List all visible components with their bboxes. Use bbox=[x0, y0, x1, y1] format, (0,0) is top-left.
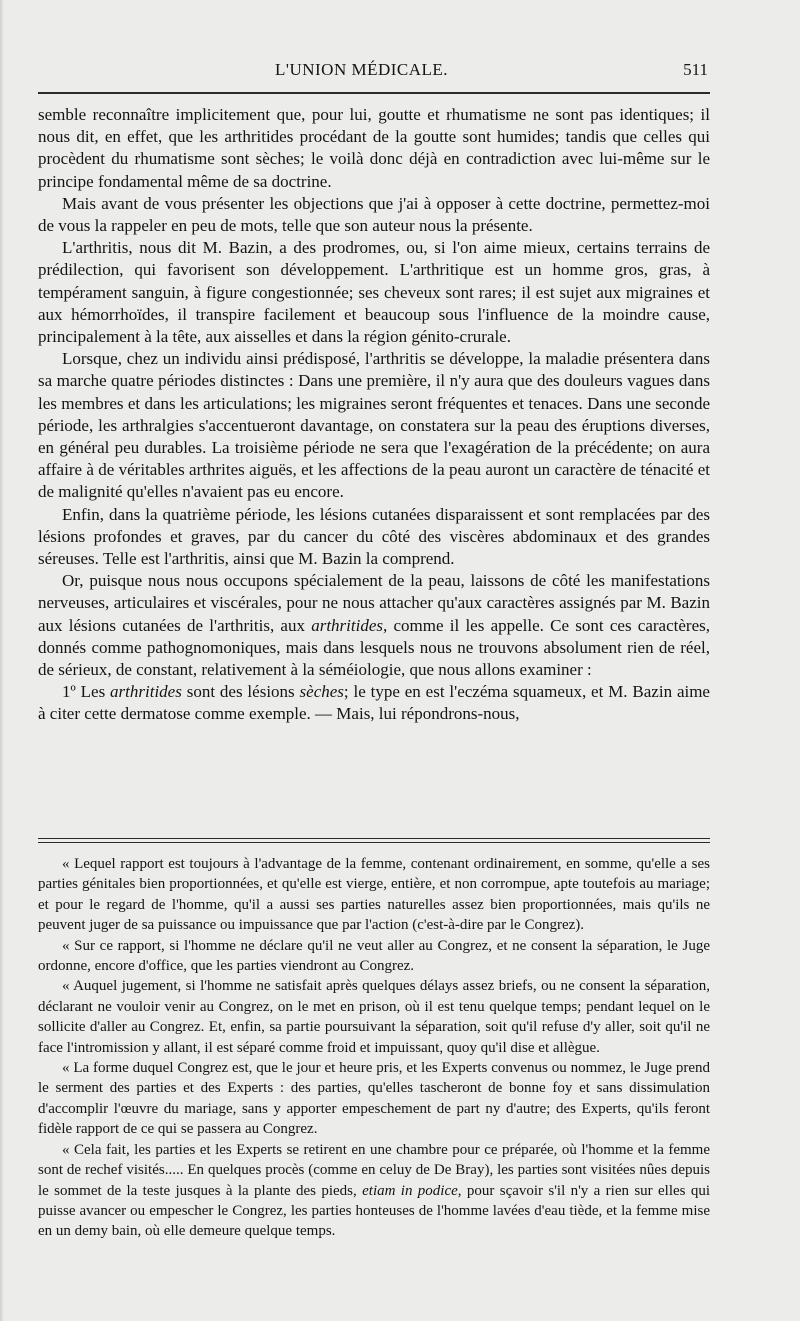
text-run: ; le type en est l'eczéma squameux, et M. Bazin aime à citer cette dermatose comme exemple. — Mais, lui répondrons-nous, bbox=[38, 682, 710, 724]
paragraph: Enfin, dans la quatrième période, les lésions cutanées disparaissent et sont remplacées par des lésions profondes et graves, par du cancer du côté des viscères abdominaux et des grandes séreuses. Telle est l'arthritis, ainsi que M. Bazin la comprend. bbox=[38, 504, 710, 569]
text-run: , comme il les appelle. Ce sont ces caractères, donnés comme pathognomoniques, mais dans lesquels nous ne trouvons absolument rien de réel, de sérieux, de constant, relativement à la séméiologie, que nous allons examiner : bbox=[38, 615, 710, 680]
footnote-paragraph: « Lequel rapport est toujours à l'advantage de la femme, contenant ordinairement, en somme, qu'elle a ses parties génitales bien proportionnées, et qu'elle est vierge, entière, et non corrompue, apte toutefois au mariage; et pour le regard de l'homme, qu'il a aussi ses parties naturelles assez bien proportionnées, mais qu'ils ne peuvent juger de sa puissance ou impuissance que par l'action (c'est-à-dire par le Congrez). bbox=[38, 856, 710, 934]
footnote-rule bbox=[38, 838, 710, 843]
main-text bbox=[38, 104, 710, 726]
running-title: L'UNION MÉDICALE. bbox=[275, 60, 449, 79]
paragraph: Lorsque, chez un individu ainsi prédisposé, l'arthritis se développe, la maladie présentera dans sa marche quatre périodes distinctes : Dans une première, il n'y aura que des douleurs vagues dans les membres et dans les articulations; les migraines seront fréquentes et tenaces. Dans une seconde période, les arthralgies s'accentueront davantage, on constatera sur la peau des éruptions diverses, en général peu durables. La troisième période ne sera que l'exagération de la précédente; on aura affaire à de véritables arthrites aiguës, et les affections de la peau auront un caractère de ténacité et de malignité qu'elles n'avaient pas eu encore. bbox=[38, 349, 710, 502]
page-number: 511 bbox=[683, 60, 708, 79]
page-edge-shadow bbox=[0, 0, 4, 1321]
footnote-paragraph bbox=[38, 1140, 710, 1242]
italic-term: arthritides bbox=[110, 682, 182, 702]
italic-phrase: etiam in podice bbox=[362, 1182, 458, 1199]
paragraph: semble reconnaître implicitement que, pour lui, goutte et rhumatisme ne sont pas identiques; il nous dit, en effet, que les arthritides procédant de la goutte sont humides; tandis que celles qui procèdent du rhumatisme sont sèches; le voilà donc déjà en contradiction avec lui-même sur le principe fondamental même de sa doctrine. bbox=[38, 105, 710, 191]
footnote-paragraph: « Auquel jugement, si l'homme ne satisfait après quelques délays assez briefs, ou ne consent la séparation, déclarant ne vouloir venir au Congrez, on le met en prison, où il est tenu quelque temps; pendant lequel on le sollicite d'aller au Congrez. Et, enfin, sa partie poursuivant la séparation, soit qu'il refuse d'y aller, soit qu'il ne face l'intromission y allant, il est séparé comme froid et impuissant, quoy qu'il dise et allègue. bbox=[38, 978, 710, 1056]
italic-term: sèches bbox=[299, 682, 344, 702]
text-run: 1º Les bbox=[62, 682, 111, 702]
paragraph: Mais avant de vous présenter les objections que j'ai à opposer à cette doctrine, permettez-moi de vous la rappeler en peu de mots, telle que son auteur nous la présente. bbox=[38, 193, 710, 236]
footnote-paragraph: « Sur ce rapport, si l'homme ne déclare qu'il ne veut aller au Congrez, et ne consent la séparation, le Juge ordonne, encore d'office, que les parties viendront au Congrez. bbox=[38, 937, 710, 975]
italic-term: arthritides bbox=[311, 615, 384, 635]
paragraph bbox=[38, 570, 710, 681]
footnote-block bbox=[38, 854, 710, 1242]
text-run: , pour sçavoir s'il n'y a rien sur elles qui puisse avancer ou empescher le Congrez, les parties honteuses de l'homme lavées d'eau tiède, et la femme mise en un demy bain, où elle demeure quelque temps. bbox=[38, 1182, 710, 1240]
paragraph bbox=[38, 681, 710, 725]
text-run: sont des lésions bbox=[181, 682, 300, 702]
paragraph: L'arthritis, nous dit M. Bazin, a des prodromes, ou, si l'on aime mieux, certains terrains de prédilection, qui favorisent son développement. L'arthritique est un homme gros, gras, à tempérament sanguin, à figure congestionnée; ses cheveux sont rares; il est sujet aux migraines et aux hémorrhoïdes, il transpire facilement et beaucoup sous l'influence de la moindre cause, principalement à la tête, aux aisselles et dans la région génito-crurale. bbox=[38, 238, 710, 347]
text-run: « Cela fait, les parties et les Experts se retirent en une chambre pour ce préparée, où l'homme et la femme sont de rechef visités..... En quelques procès (comme en celuy de De Bray), les parties sont visitées nûes depuis le sommet de la teste jusques à la plante des pieds, bbox=[38, 1141, 710, 1199]
page-header bbox=[40, 56, 710, 86]
text-run: Or, puisque nous nous occupons spécialement de la peau, laissons de côté les manifestations nerveuses, articulaires et viscérales, pour ne nous attacher qu'aux caractères assignés par M. Bazin aux lésions cutanées de l'arthritis, aux bbox=[38, 571, 710, 635]
header-rule bbox=[38, 92, 710, 94]
footnote-paragraph: « La forme duquel Congrez est, que le jour et heure pris, et les Experts convenus ou nommez, le Juge prend le serment des parties et des Experts : des parties, qu'elles tascheront de bonne foy et sans dissimulation d'accomplir l'œuvre du mariage, sans y apporter empeschement de part ny d'autre; des Experts, qu'ils feront fidèle rapport de ce qui se passera au Congrez. bbox=[38, 1060, 710, 1138]
